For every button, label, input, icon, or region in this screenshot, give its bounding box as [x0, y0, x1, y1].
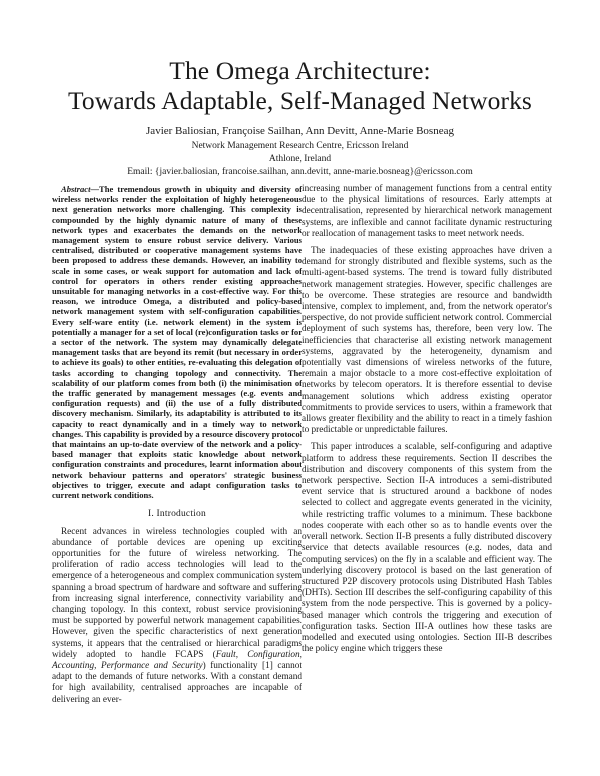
left-column: [52, 184, 302, 706]
right-column: [302, 184, 552, 655]
author-list: Javier Baliosian, Françoise Sailhan, Ann Devitt, Anne-Marie Bosneag: [146, 125, 454, 137]
abstract-label: Abstract—: [61, 184, 99, 194]
intro-text-b: ) functionality [1] cannot adapt to the demands of future networks. With a constant demand for high availability, centralised approaches are incapable of delivering an ever-: [52, 660, 302, 705]
fcaps-expansion: Fault, Configuration, Accounting, Performance and Security: [52, 649, 302, 671]
intro-text-a: Recent advances in wireless technologies coupled with an abundance of portable devices are opening up exciting opportunities for the future of wireless networking. The proliferation of radio access technologies will lead to the emergence of a heterogeneous and complex communication system spanning a broad spectrum of hardware and software and suffering from increasing signal interference, connectivity variability and changing topology. In this context, robust service provisioning must be supported by powerful network management capabilities. However, given the specific characteristics of next generation systems, it appears that the centralised or hierarchical paradigms widely adopted to handle FCAPS (: [52, 526, 302, 660]
intro-paragraph-3: This paper introduces a scalable, self-configuring and adaptive platform to address these requirements. Section II describes the distribution and discovery components of this system from the network perspective. Section II-A introduces a semi-distributed event service that is structured around a backbone of nodes selected to collect and aggregate events generated in the vicinity, while restricting traffic volumes to a minimum. These backbone nodes cooperate with each other so as to handle events over the overall network. Section II-B presents a fully distributed discovery service that detects available resources (e.g. nodes, data and computing services) on the fly in a scalable and efficient way. The underlying discovery protocol is based on the last generation of structured P2P discovery protocols using Distributed Hash Tables (DHTs). Section III describes the self-configuring capability of this system from the node perspective. This is governed by a policy-based manager which controls the triggering and execution of configuration tasks. Section III-A outlines how these tasks are modelled and executed using ontologies. Section III-B describes the policy engine which triggers these: [302, 442, 552, 655]
intro-paragraph-1: [52, 527, 302, 706]
affiliation-line-2: Athlone, Ireland: [268, 154, 332, 164]
affiliation-line-1: Network Management Research Centre, Ericsson Ireland: [191, 141, 409, 151]
paper-title: [0, 56, 600, 116]
abstract: [52, 184, 302, 500]
intro-paragraph-2: The inadequacies of these existing approaches have driven a demand for strongly distributed and flexible systems, such as the multi-agent-based systems. The trend is toward fully distributed network management strategies. However, specific challenges are to be overcome. These strategies are resource and bandwidth intensive, complex to implement, and, from the network operator's perspective, do not provide sufficient network control. Commercial deployment of such systems has, therefore, been very low. The inefficiencies that characterise all existing network management systems, aggravated by the heterogeneity, dynamism and potentially vast dimensions of wireless networks of the future, remain a major obstacle to a more cost-effective exploitation of networks by telecom operators. It is therefore essential to devise management solutions which address existing operator commitments to provide services to users, within a framework that allows greater flexibility and the ability to react in a timely fashion to predictable or unpredictable failures.: [302, 246, 552, 436]
author-emails: Email: {javier.baliosian, francoise.sailhan, ann.devitt, anne-marie.bosneag}@ericsson.com: [127, 167, 473, 177]
title-line-1: The Omega Architecture:: [169, 56, 431, 85]
section-heading-introduction: I. Introduction: [148, 509, 206, 520]
abstract-text: The tremendous growth in ubiquity and diversity of wireless networks render the exploitation of highly heterogeneous next generation networks more challenging. This complexity is compounded by the highly dynamic nature of many of these network types and exacerbates the demands on the network management system to ensure robust service delivery. Various centralised, distributed or cooperative management systems have been proposed to address these demands. However, an inability to scale in some cases, or weak support for automation and lack of control for operators in others render existing approaches unsuitable for managing networks in a cost-effective way. For this reason, we introduce Omega, a distributed and policy-based network management system with self-configuration capabilities. Every self-ware entity (i.e. network element) in the system is potentially a manager for a set of local (re)configuration tasks or for a sector of the network. The system may dynamically delegate management tasks that are beyond its remit (but necessary in order to achieve its goals) to other entities, re-evaluating this delegation of tasks according to changing topology and connectivity. The scalability of our platform comes from both (i) the minimisation of the traffic generated by management messages (e.g. events and configuration requests) and (ii) the use of a fully distributed discovery mechanism. Similarly, its adaptability is attributed to its capacity to react dynamically and in a timely way to network changes. This capability is provided by a resource discovery protocol that maintains an up-to-date overview of the network and a policy-based manager that exploits static knowledge about network configuration constraints and procedures, learnt information about network behaviour patterns and operators' strategic business objectives to trigger, execute and adapt configuration tasks to current network conditions.: [52, 184, 302, 501]
intro-paragraph-1-cont: increasing number of management functions from a central entity due to the physical limitations of resources. Early attempts at decentralisation, represented by hierarchical network management systems, are inflexible and cannot facilitate dynamic restructuring or reallocation of management tasks to meet network needs.: [302, 184, 552, 239]
title-line-2: Towards Adaptable, Self-Managed Networks: [68, 86, 532, 115]
